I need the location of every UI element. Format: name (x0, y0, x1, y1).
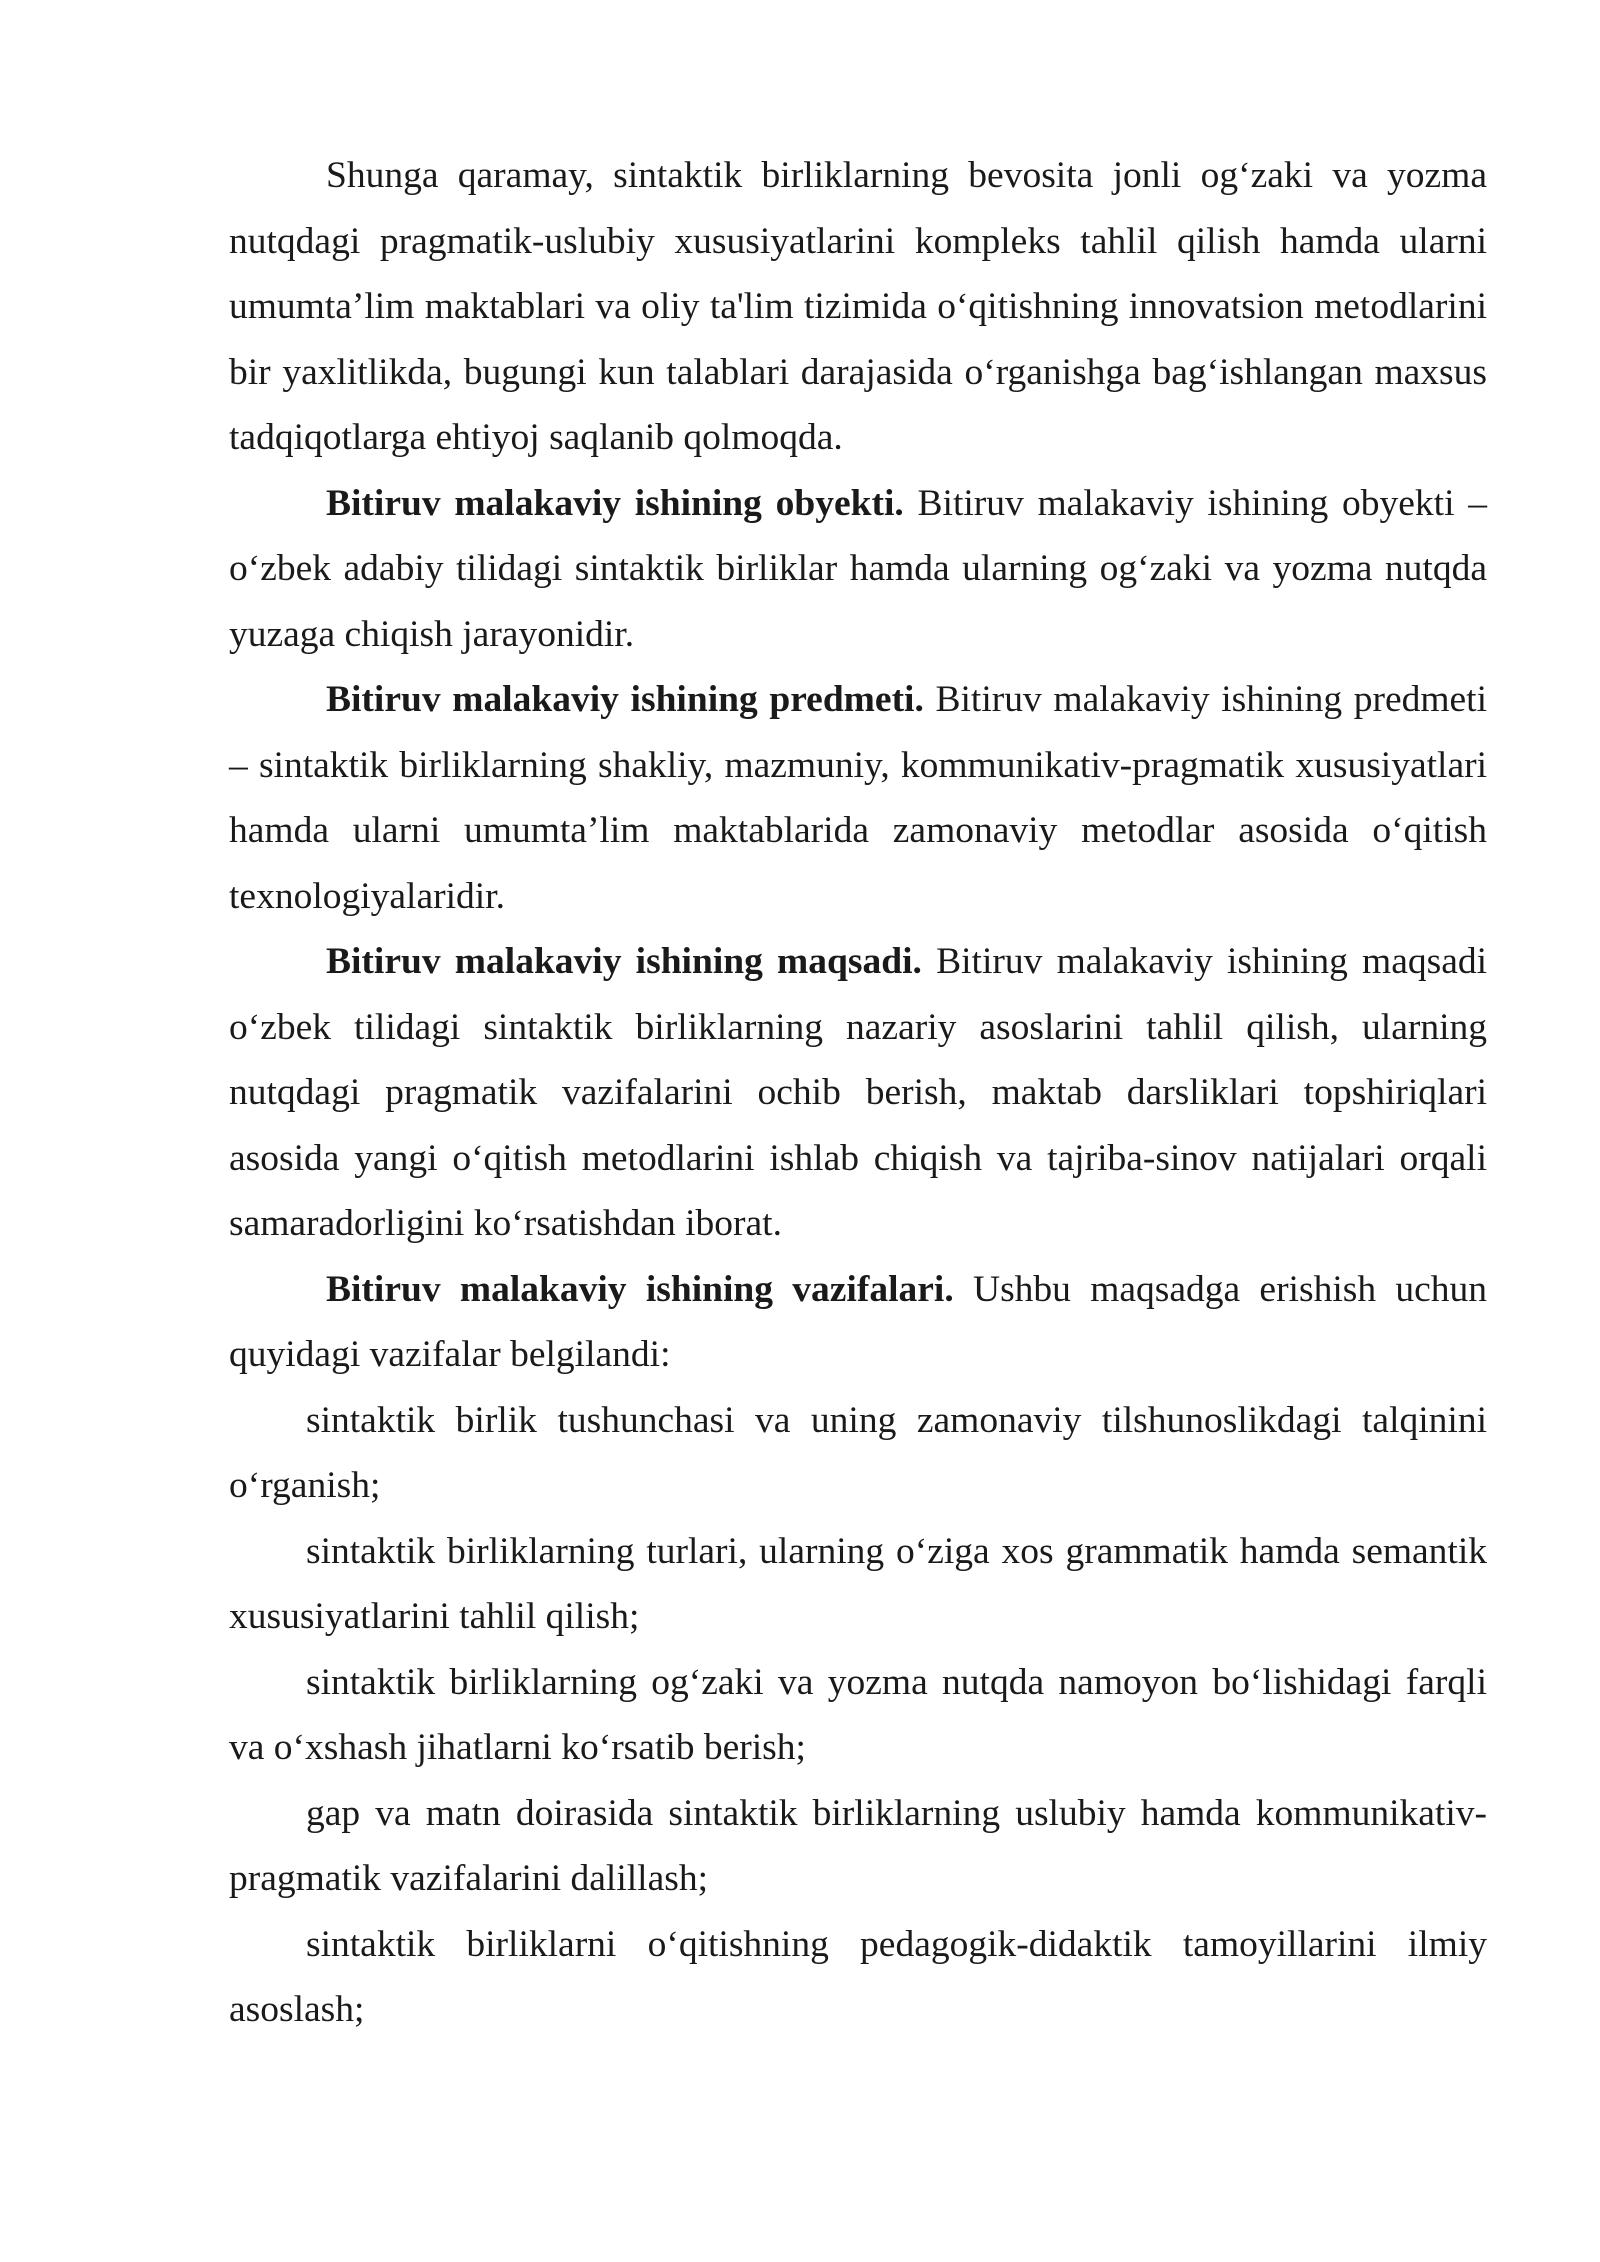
document-page (229, 143, 1487, 2043)
goal-heading: Bitiruv malakaviy ishining maqsadi. (326, 941, 922, 982)
tasks-paragraph (229, 1257, 1487, 1388)
tasks-text: Ushbu maqsadga erishish uchun quyidagi vazifalar belgilandi: (229, 1268, 1488, 1375)
task-item: gap va matn doirasida sintaktik birliklarning uslubiy hamda kommunikativ-pragmatik vazifalarini dalillash; (229, 1792, 1487, 1899)
subject-heading: Bitiruv malakaviy ishining predmeti. (326, 679, 924, 720)
object-heading: Bitiruv malakaviy ishining obyekti. (326, 482, 904, 524)
goal-paragraph (229, 929, 1487, 1257)
subject-paragraph (229, 667, 1487, 929)
task-item: sintaktik birliklarning og‘zaki va yozma nutqda namoyon bo‘lishidagi farqli va o‘xshash jihatlarni ko‘rsatib berish; (229, 1661, 1487, 1768)
task-item: sintaktik birliklarning turlari, ularning o‘ziga xos grammatik hamda semantik xususiyatlarini tahlil qilish; (229, 1530, 1487, 1637)
goal-text: Bitiruv malakaviy ishining maqsadi o‘zbek tilidagi sintaktik birliklarning nazariy asoslarini tahlil qilish, ularning nutqdagi pragmatik vazifalarini ochib berish, maktab darsliklari topshiriqlari asosida yangi o‘qitish metodlarini ishlab chiqish va tajriba-sinov natijalari orqali samaradorligini ko‘rsatishdan iborat. (229, 941, 1488, 1244)
subject-text: Bitiruv malakaviy ishining predmeti – sintaktik birliklarning shakliy, mazmuniy, kommunikativ-pragmatik xususiyatlari hamda ularni umumta’lim maktablarida zamonaviy metodlar asosida o‘qitish texnologiyalaridir. (229, 679, 1488, 917)
task-item: sintaktik birliklarni o‘qitishning pedagogik-didaktik tamoyillarini ilmiy asoslash; (229, 1923, 1487, 2030)
object-text: Bitiruv malakaviy ishining obyekti – o‘zbek adabiy tilidagi sintaktik birliklar hamda ularning og‘zaki va yozma nutqda yuzaga chiqish jarayonidir. (229, 482, 1487, 655)
task-item: sintaktik birlik tushunchasi va uning zamonaviy tilshunoslikdagi talqinini o‘rganish; (229, 1399, 1487, 1506)
object-paragraph (229, 471, 1487, 668)
intro-paragraph: Shunga qaramay, sintaktik birliklarning bevosita jonli og‘zaki va yozma nutqdagi pragmatik-uslubiy xususiyatlarini kompleks tahlil qilish hamda ularni umumta’lim maktablari va oliy ta'lim tizimida o‘qitishning innovatsion metodlarini bir yaxlitlikda, bugungi kun talablari darajasida o‘rganishga bag‘ishlangan maxsus tadqiqotlarga ehtiyoj saqlanib qolmoqda. (229, 155, 1487, 458)
tasks-heading: Bitiruv malakaviy ishining vazifalari. (326, 1268, 954, 1310)
